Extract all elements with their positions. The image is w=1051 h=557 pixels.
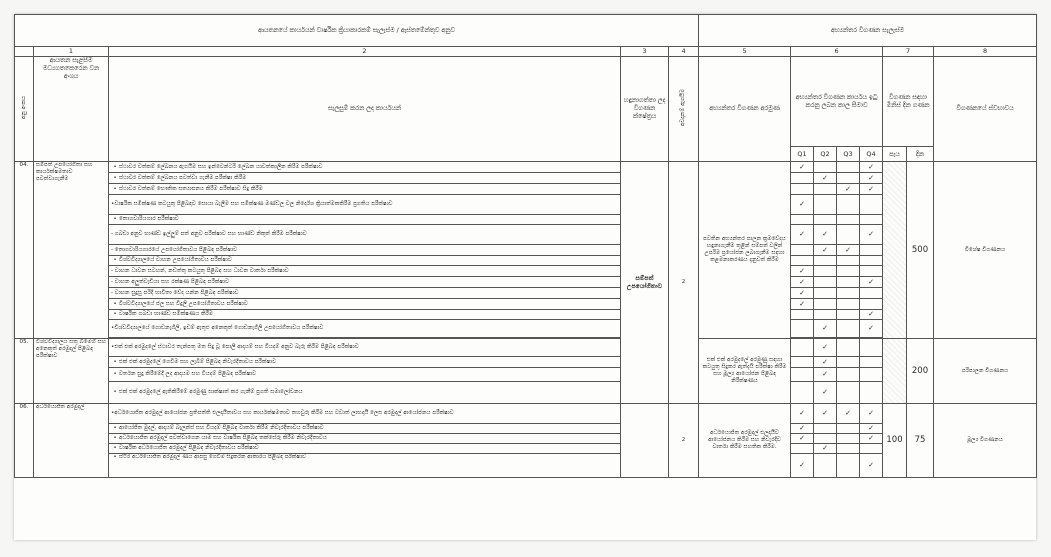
hours-b-header: දින (907, 147, 934, 162)
tick-cell: ✓ (860, 434, 883, 444)
tick-cell: ✓ (814, 320, 837, 338)
activity-subrow: - ගබඩා අනුව භාණ්ඩ ඉල්ලුම් පත් අනුව පරීක්ෂාව සහ භාණ්ඩ නිකුත් කිරීම පරීක්ෂාව (109, 225, 621, 245)
col-num-4: 4 (669, 47, 699, 57)
tick-cell: ✓ (837, 404, 860, 424)
activity-subrow: - තොගවාරියගාරයේ උපයෝගීතාවය පිළිබඳ පරීක්ෂාව (109, 245, 621, 256)
tick-cell: ✓ (814, 173, 837, 184)
col-num-1: 1 (34, 47, 109, 57)
col-num-8: 8 (934, 47, 1037, 57)
section-04-main-area: සමිපත් උපයෝගිතා සහ කාර්යක්ෂමතාව පවත්වාගැනීම (34, 162, 109, 339)
activity-row: • ස්ථාවර වත්කම් භෞතික සත්‍යාපනය කිරීම පරීක්ෂාව සිදු කිරීම (109, 184, 621, 195)
section-05-hours (883, 339, 907, 404)
tick-cell: ✓ (837, 184, 860, 195)
section-04-man-days: 500 (907, 162, 934, 339)
tick-cell: ✓ (860, 320, 883, 338)
section-05-audit-type: පරිපාලන විගණනය (934, 339, 1037, 404)
priority-header: අවදානම් ඇගයීම (669, 57, 699, 162)
activity-row: • අර්ධයොජිත අරමුදල් පවත්වාගෙන යාම සහ වාර්ෂික පිළිබඳ තක්සේරු කිරීම නිවැරදිතාවය (109, 434, 621, 444)
tick-cell: ✓ (860, 173, 883, 184)
tick-cell: ✓ (791, 404, 814, 424)
tick-cell: ✓ (791, 434, 814, 444)
col-num-3: 3 (621, 47, 669, 57)
hours-a-header: පැය (883, 147, 907, 162)
quarter-q3: Q3 (837, 147, 860, 162)
tick-cell: ✓ (860, 310, 883, 320)
section-06-hours: 100 (883, 404, 907, 478)
activity-row: • ස්ථාවර වත්කම් ලේඛනය ඇගයීම සහ ඉන්වෙන්ටරි ලේඛන යාවත්කාලීන කිරීම පරීක්ෂාව (109, 162, 621, 173)
tick-cell: ✓ (791, 225, 814, 245)
time-frame-header: අභ්‍යන්තර විගණන කාර්යය ඉටු කරනු ලබන කාල සීමාව (791, 57, 883, 147)
activities-header: සැලසුම් කරන ලද කාර්යයන් (109, 57, 621, 162)
tick-cell: ✓ (860, 277, 883, 288)
tick-cell: ✓ (814, 339, 837, 357)
section-04-audit-area: සම්පත් උපයෝගිතාව (621, 162, 669, 404)
tick-cell: ✓ (860, 404, 883, 424)
section-06-objective: අර්ධයොජිත අරමුදල් එලදායීව ආයෝජනය කිරීම සහ නිවැරදිව වාර්තා කිරීම සහතික කිරීම. (699, 404, 791, 478)
section-04-objective: පවතින අභ්‍යන්තර පාලන ක්‍රමවේදය හඳුනාගැනීම තුළින් සම්පත් වලින් උපරිම ප්‍රයෝජන ලබාගැනීම සඳහා කළමනාකරණය දැනුවත් කිරීම (699, 162, 791, 339)
col-num-7: 7 (883, 47, 934, 57)
activity-row: • එක් එක් අරමුදලේ ගෙවීම සහ ලැබීම් පිළිබඳ නිවැරදිතාවය පරීක්ෂාව (109, 357, 621, 368)
tick-cell: ✓ (791, 424, 814, 434)
objective-header: අභ්‍යන්තර විගණන අරමුණ (699, 57, 791, 162)
audit-plan-sheet (14, 14, 1036, 540)
tick-cell: ✓ (860, 162, 883, 173)
section-06-audit-area (621, 404, 669, 478)
activity-row: • තොගවාරියගාර පරීක්ෂාව (109, 215, 621, 225)
activity-row: •වාර්ෂික සමීක්ෂණ කටයුතු පිළිබඳව සොයා බැලීම සහ සමීක්ෂණ මණ්ඩල වල නිර්දේශ ක්‍රියාත්මකකිරීම ප්‍රගතිය පරීක්ෂාව (109, 195, 621, 215)
activity-subrow: - වාහන සුදුසු පරිදි භාවිතා වේද යන්න පිළිබඳ පරීක්ෂාව (109, 288, 621, 299)
tick-cell: ✓ (814, 368, 837, 382)
tick-cell: ✓ (791, 454, 814, 478)
quarter-q1: Q1 (791, 147, 814, 162)
main-area-header: ආයතන සැළසීම මධ්‍යගතකෙරෙන වන අංශය (34, 57, 109, 162)
activity-row: • එක් එක් අරමුදලේ ඇතිකිරීමේ අරමුණු සාක්ෂාත් කර ගැනීම් ප්‍රගති සමාලෝචනය (109, 382, 621, 404)
section-05-man-days: 200 (907, 339, 934, 404)
activity-row: •එක් එක් අරමුදලේ ස්ථාවර තැන්පතු මත සිදු වූ පොලී ආදායම් සහ වියදම් අනුව බැරු කිරීම පිළිබඳ පරීක්ෂාව (109, 339, 621, 357)
tick-cell: ✓ (860, 225, 883, 245)
activity-row: • ස්ථාවර වත්කම් ලේඛනය පවත්වා ගැනීම පරීක්ෂා කිරීම (109, 173, 621, 184)
col-num-blank (15, 47, 34, 57)
tick-cell: ✓ (791, 266, 814, 277)
activity-row: • වාර්ෂික ගබඩා භාණ්ඩ සමීක්ෂණය කිරීම (109, 310, 621, 320)
tick-cell: ✓ (860, 184, 883, 195)
activity-subrow: - වාහන ධාවන සටහන්, නඩත්තු කටයුතු පිළිබඳ සහ ධාවන වාර්තා පරීක්ෂාව (109, 266, 621, 277)
section-06-priority: 2 (669, 404, 699, 478)
tick-cell: ✓ (860, 424, 883, 434)
serial-header: අනු අංකය (15, 57, 34, 162)
audit-plan-table (14, 14, 1037, 478)
tick-cell: ✓ (814, 245, 837, 256)
tick-cell: ✓ (791, 299, 814, 310)
quarter-q2: Q2 (814, 147, 837, 162)
tick-cell: ✓ (837, 245, 860, 256)
section-06-man-days: 75 (907, 404, 934, 478)
tick-cell: ✓ (814, 404, 837, 424)
section-04-hours (883, 162, 907, 339)
section-04-serial: 04. (15, 162, 34, 339)
section-04-priority: 2 (669, 162, 699, 404)
man-days-header: විගණන සඳහා මිනිස් දින ගණන (883, 57, 934, 147)
tick-cell: ✓ (791, 277, 814, 288)
audit-area-header: හඳුනාගත්තා ලද විගණන ක්ෂේත්‍රය (621, 57, 669, 162)
section-06-audit-type: මූල්‍ය විගණනය (934, 404, 1037, 478)
col-num-5: 5 (699, 47, 791, 57)
right-title: අභ්‍යන්තර විගණන සැලැස්ම (699, 15, 1037, 47)
activity-row: •විශ්වවිද්‍යාලයේ ගොඩනැගිලි, ඉඩම් ඇතුළු අනෙකුත් ගොඩනැගිලි උපයෝගීතාවය පරීක්ෂාව (109, 320, 621, 338)
col-num-2: 2 (109, 47, 621, 57)
section-06-main-area: අර්ධයොජිත අරමුදල් (34, 404, 109, 478)
tick-cell: ✓ (814, 382, 837, 404)
activity-subrow: - වාහන අලුත්වැඩියා සහ රක්ෂණ පිළිබඳ පරීක්ෂාව (109, 277, 621, 288)
activity-row: • වාර්ෂික අර්ධයොජිත අරමුදල් පිළිබඳ නිවැරදිතාවය පරීක්ෂාව (109, 444, 621, 454)
activity-row: • ස්ථිර අර්ධයොජිත අරමුදල් ණය ආපසු ගෙවීම සිදුකරන ආකාරය පිළිබඳ පරීක්ෂාව (109, 454, 621, 478)
activity-row: • ආයෝජිත මුදල්, ආදායම් බැලන්ස් සහ වියදම් පිළිබඳ වාර්තා කිරීම නිවැරදිතාවය පරීක්ෂාව (109, 424, 621, 434)
activity-row: •අර්ධයොජිත අරමුදල් ආයෝජන ප්‍රතිපත්ති එලදායීතාවය සහ කාර්යක්ෂමතාව තහවුරු කිරීම සහ වඩාත් ලාභදායී ලෙස අරමුදල් ආයෝජනය පරීක්ෂාව (109, 404, 621, 424)
tick-cell: ✓ (791, 288, 814, 299)
section-04-audit-type: විශේෂ විගණනය (934, 162, 1037, 339)
section-06-serial: 06. (15, 404, 34, 478)
activity-row: • විශ්වවිද්‍යාලයේ ජල සහ විදුලි උපයෝගීතාවය පරීක්ෂාව (109, 299, 621, 310)
tick-cell: ✓ (791, 162, 814, 173)
tick-cell: ✓ (814, 357, 837, 368)
tick-cell: ✓ (814, 225, 837, 245)
audit-type-header: විගණනයේ ස්වභාවය (934, 57, 1037, 162)
quarter-q4: Q4 (860, 147, 883, 162)
tick-cell: ✓ (814, 444, 837, 454)
tick-cell: ✓ (860, 454, 883, 478)
tick-cell: ✓ (791, 195, 814, 215)
section-05-serial: 05. (15, 339, 34, 404)
col-num-6: 6 (791, 47, 883, 57)
activity-row: • වර්තන සුදු කිරීමේදී ලද ආදායම සහ වියදම් පිළිබඳ පරීක්ෂාව (109, 368, 621, 382)
activity-row: • විශ්වවිද්‍යාලයේ වාහන උපයෝගීතාවය පරීක්ෂාව (109, 256, 621, 266)
section-05-objective: එක් එක් අරමුදලේ අරමුණු සඳහා කටයුතු සිදුකර ඇත්දැයි පරීක්ෂා කිරීම සහ මූල්‍ය ආයෝජන පිළිබඳ නිරීක්ෂණය (699, 339, 791, 404)
section-05-main-area: විශ්වවිද්‍යාලය සතු බිමෙහි සහ අනෙකුත් අරමුදල් පිළිබඳ පරීක්ෂාව (34, 339, 109, 404)
left-title: ආයතනයේ කාර්යයන් වාර්ෂික ක්‍රියාකාරකම් සැලැස්ම / ඇස්තමේන්තුව අනුව (15, 15, 699, 47)
